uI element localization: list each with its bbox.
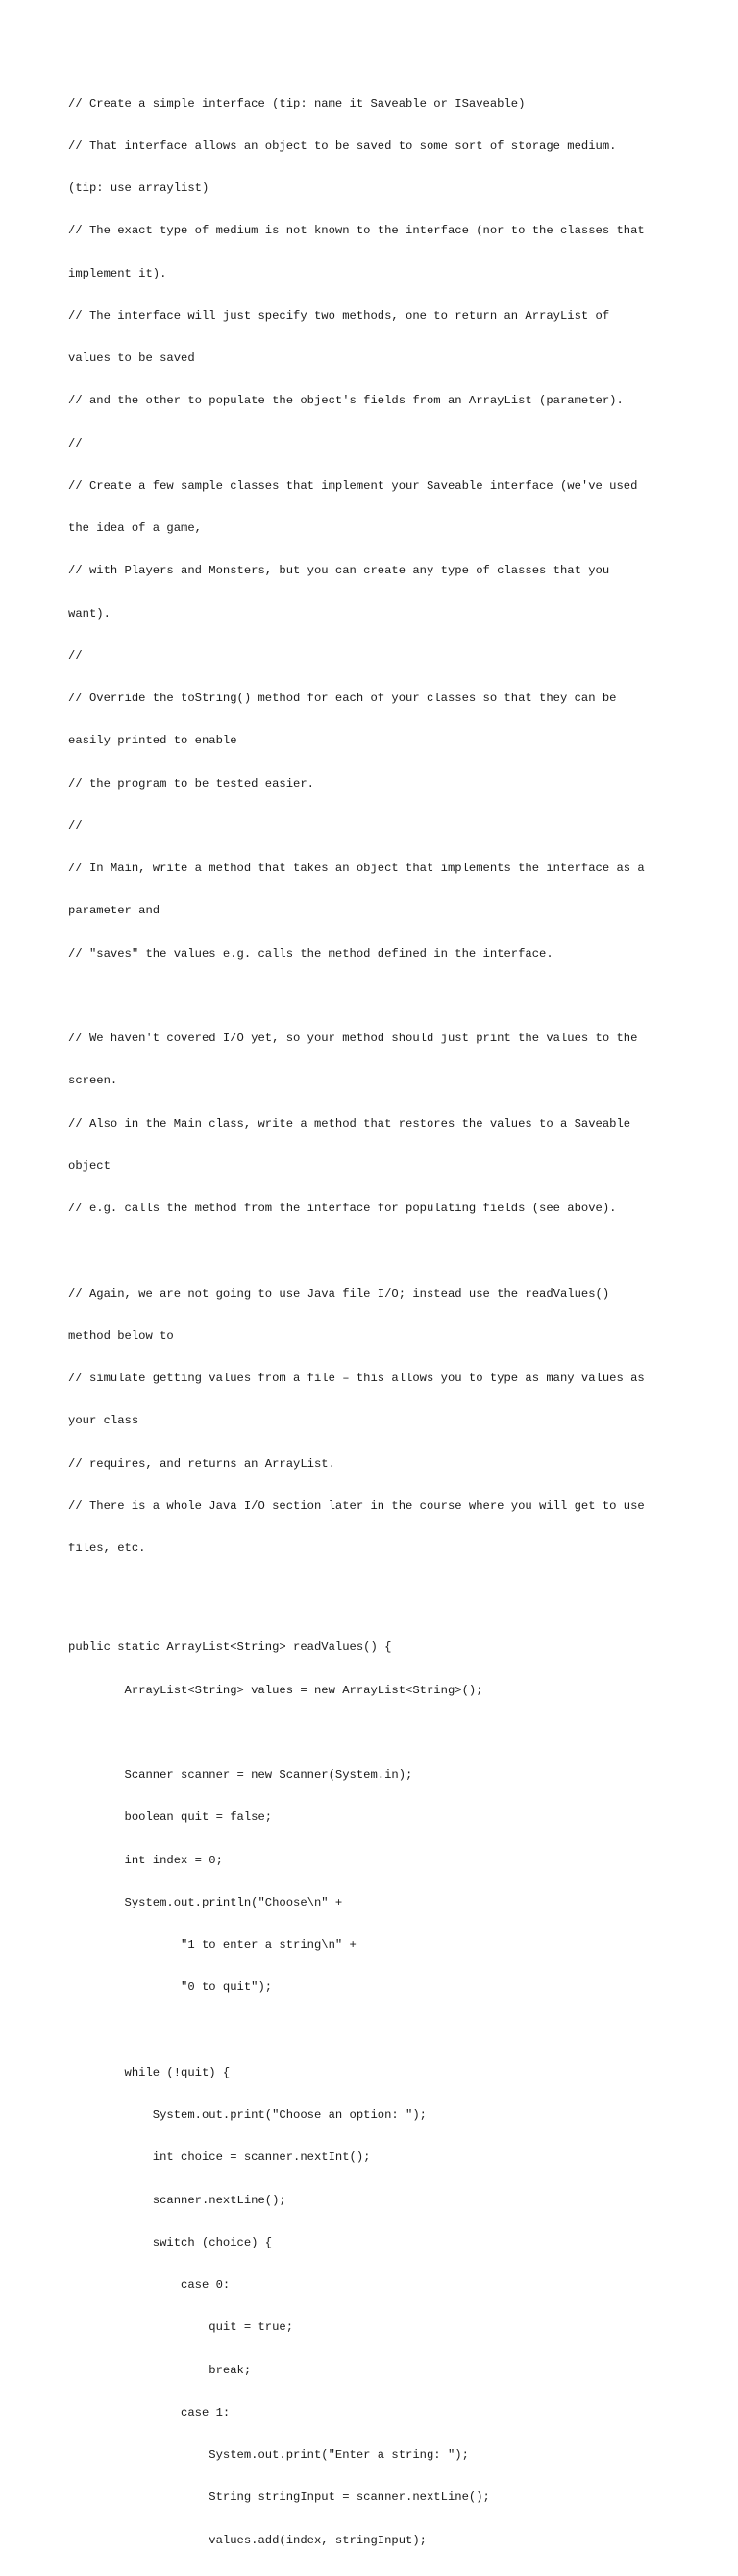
comment-line: parameter and: [68, 904, 160, 918]
code-line: switch (choice) {: [68, 2235, 273, 2249]
code-line: case 0:: [68, 2278, 231, 2292]
comment-line: // requires, and returns an ArrayList.: [68, 1456, 335, 1470]
comment-line: // There is a whole Java I/O section later in the course where you will get to use: [68, 1498, 645, 1513]
comment-line: // In Main, write a method that takes an object that implements the interface as a: [68, 862, 645, 875]
code-setup: [68, 1740, 674, 2024]
blank-line: [68, 1726, 674, 1740]
code-line: while (!quit) {: [68, 2065, 231, 2079]
code-line: System.out.print("Enter a string: ");: [68, 2448, 469, 2462]
comment-line: // e.g. calls the method from the interface for populating fields (see above).: [68, 1202, 617, 1215]
blank-line: [68, 1244, 674, 1258]
comment-line: // and the other to populate the object's fields from an ArrayList (parameter).: [68, 394, 624, 408]
comment-line: your class: [68, 1414, 139, 1428]
code-line: System.out.print("Choose an option: ");: [68, 2108, 427, 2122]
code-line: values.add(index, stringInput);: [68, 2533, 427, 2547]
comment-line: implement it).: [68, 266, 167, 280]
code-line: quit = true;: [68, 2321, 294, 2335]
comment-line: // Create a simple interface (tip: name it Saveable or ISaveable): [68, 96, 526, 110]
comment-line: values to be saved: [68, 352, 195, 365]
comment-line: screen.: [68, 1074, 118, 1088]
comment-line: method below to: [68, 1328, 174, 1343]
comment-line: easily printed to enable: [68, 734, 237, 748]
comment-line: want).: [68, 606, 111, 620]
comment-line: // simulate getting values from a file – this allows you to type as many values as: [68, 1372, 645, 1385]
document-page: [68, 68, 674, 2576]
comment-line: // That interface allows an object to be saved to some sort of storage medium.: [68, 138, 617, 153]
code-line: "0 to quit");: [68, 1981, 273, 1995]
code-line: public static ArrayList<String> readValues() {: [68, 1640, 392, 1655]
code-line: String stringInput = scanner.nextLine();: [68, 2491, 490, 2505]
comment-line: files, etc.: [68, 1542, 146, 1555]
readvalues-comments: [68, 1258, 674, 1584]
comment-line: //: [68, 436, 83, 450]
comment-line: //: [68, 818, 83, 833]
comment-line: // with Players and Monsters, but you can create any type of classes that you: [68, 564, 610, 578]
comment-line: // Again, we are not going to use Java file I/O; instead use the readValues(): [68, 1286, 610, 1300]
code-line: int index = 0;: [68, 1853, 223, 1867]
code-line: scanner.nextLine();: [68, 2193, 286, 2207]
comment-line: // Also in the Main class, write a method that restores the values to a Saveable: [68, 1116, 631, 1130]
code-line: ArrayList<String> values = new ArrayList<String>();: [68, 1683, 483, 1697]
comment-line: // Override the toString() method for each of your classes so that they can be: [68, 692, 617, 705]
comment-line: // The interface will just specify two methods, one to return an ArrayList of: [68, 308, 610, 323]
blank-line: [68, 2024, 674, 2038]
code-line: Scanner scanner = new Scanner(System.in);: [68, 1768, 413, 1782]
comment-line: // We haven't covered I/O yet, so your method should just print the values to the: [68, 1032, 638, 1045]
comment-line: // the program to be tested easier.: [68, 776, 314, 790]
comment-line: (tip: use arraylist): [68, 182, 209, 195]
code-line: "1 to enter a string\n" +: [68, 1938, 357, 1952]
comment-line: // Create a few sample classes that implement your Saveable interface (we've used: [68, 478, 638, 493]
code-line: boolean quit = false;: [68, 1810, 273, 1825]
code-line: int choice = scanner.nextInt();: [68, 2151, 371, 2165]
io-comments: [68, 1004, 674, 1245]
comment-line: object: [68, 1158, 111, 1173]
code-loop: [68, 2037, 674, 2576]
code-line: case 1:: [68, 2405, 231, 2419]
comment-line: the idea of a game,: [68, 522, 202, 535]
assignment-comments: [68, 68, 674, 989]
code-method-signature: [68, 1613, 674, 1726]
blank-line: [68, 989, 674, 1004]
comment-line: //: [68, 648, 83, 663]
comment-line: // The exact type of medium is not known to the interface (nor to the classes that: [68, 224, 645, 238]
code-line: System.out.println("Choose\n" +: [68, 1895, 343, 1909]
comment-line: // "saves" the values e.g. calls the method defined in the interface.: [68, 946, 554, 960]
blank-lines: [68, 1584, 674, 1613]
code-line: break;: [68, 2363, 252, 2377]
